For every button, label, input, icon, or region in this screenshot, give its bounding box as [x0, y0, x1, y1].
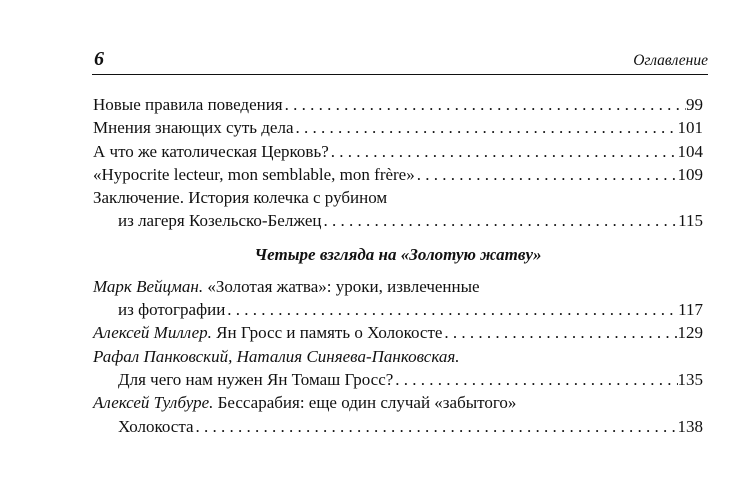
toc-entry	[93, 116, 703, 139]
toc-entry-page: 135	[677, 369, 703, 389]
toc-entry-title: Ян Гросс и память о Холокосте	[216, 323, 443, 343]
page-number: 6	[94, 48, 104, 70]
toc-entry-title-continued: Холокоста	[118, 416, 194, 436]
toc-entry-title: А что же католическая Церковь?	[93, 141, 329, 161]
toc-entry	[93, 345, 703, 392]
toc-entry	[93, 93, 703, 116]
toc-entry-page: 101	[677, 118, 703, 138]
toc-entry-author: Марк Вейцман.	[93, 276, 204, 296]
toc-entry-title: Мнения знающих суть дела	[93, 118, 294, 138]
toc-entry-author: Алексей Миллер.	[93, 323, 212, 343]
dot-leader	[194, 415, 678, 438]
toc-entry	[93, 186, 703, 233]
toc-entry-page: 138	[677, 416, 703, 436]
toc-entry	[93, 140, 703, 163]
toc-entry-title: «Hypocrite lecteur, mon semblable, mon frère»	[93, 164, 415, 184]
toc-entry-page: 104	[677, 141, 703, 161]
toc-entry-page: 109	[677, 164, 703, 184]
toc-entry-page: 117	[678, 300, 703, 320]
toc-entry	[93, 163, 703, 186]
toc-entry-author: Рафал Панковский, Наталия Синяева-Панковская.	[93, 346, 460, 366]
dot-leader	[393, 368, 677, 391]
toc-entry	[93, 391, 703, 438]
page-header	[92, 44, 708, 75]
toc-entry-title-continued: из фотографии	[118, 300, 226, 320]
toc-entry-page: 129	[677, 323, 703, 343]
dot-leader	[415, 163, 678, 186]
toc-entry-title: Заключение. История колечка с рубином	[93, 188, 388, 208]
toc-entry-title: «Золотая жатва»: уроки, извлеченные	[207, 276, 480, 296]
dot-leader	[294, 116, 678, 139]
section-heading: Четыре взгляда на «Золотую жатву»	[254, 244, 542, 264]
dot-leader	[283, 93, 686, 116]
toc-entry	[93, 275, 703, 322]
dot-leader	[329, 140, 678, 163]
toc-entry-title-continued: из лагеря Козельско-Белжец	[118, 211, 322, 231]
running-title: Оглавление	[633, 52, 708, 69]
toc-entry-author: Алексей Тулбуре.	[93, 393, 214, 413]
table-of-contents	[93, 93, 703, 438]
toc-entry-title: Бессарабия: еще один случай «забытого»	[217, 393, 517, 413]
dot-leader	[442, 321, 677, 344]
dot-leader	[322, 209, 679, 232]
toc-entry-title: Для чего нам нужен Ян Томаш Гросс?	[118, 369, 394, 389]
toc-entry-page: 99	[686, 95, 703, 114]
toc-entry	[93, 321, 703, 344]
toc-entry-page: 115	[678, 211, 703, 231]
toc-entry-title: Новые правила поведения	[93, 95, 283, 114]
dot-leader	[225, 298, 678, 321]
